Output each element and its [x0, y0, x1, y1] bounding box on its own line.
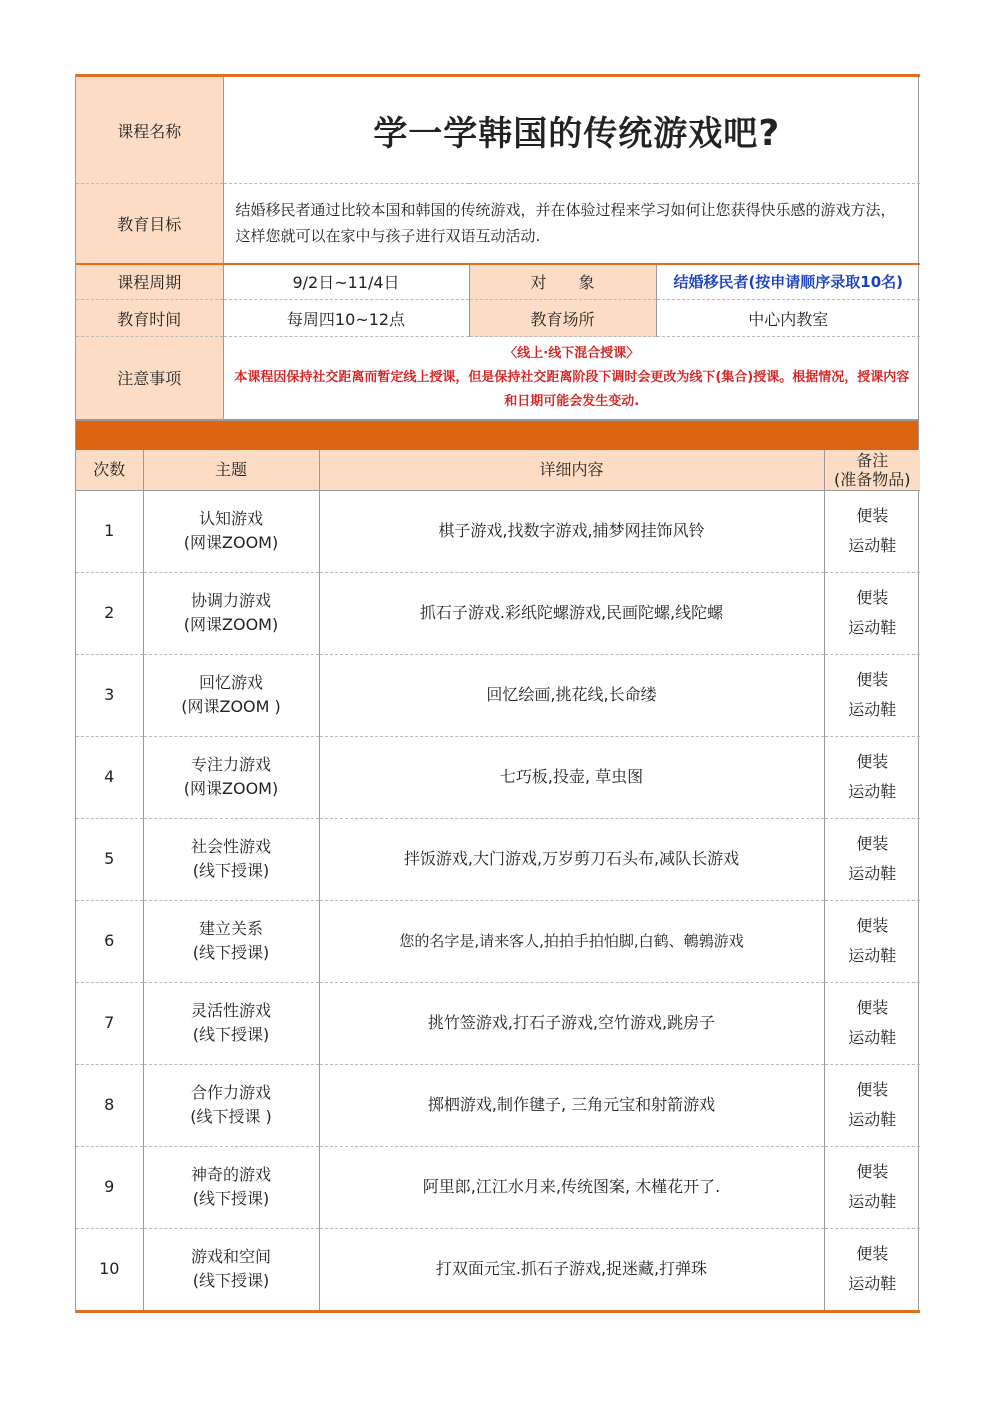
row-detail: 您的名字是,请来客人,拍拍手拍怕脚,白鹤、鵪鶉游戏: [319, 900, 824, 982]
row-note: [824, 1228, 920, 1311]
table-row: [76, 736, 920, 818]
row-topic-title: 认知游戏: [198, 509, 263, 528]
row-topic-title: 游戏和空间: [190, 1247, 271, 1266]
row-note-shoes: 运动鞋: [848, 536, 897, 555]
row-topic: [143, 1146, 319, 1228]
table-row: [76, 900, 920, 982]
period-label: 课程周期: [76, 264, 223, 300]
schedule-table: [76, 450, 920, 1313]
row-note-shoes: 运动鞋: [848, 1110, 897, 1129]
row-topic-title: 建立关系: [198, 919, 263, 938]
row-num: 5: [76, 818, 143, 900]
row-topic-mode: (线下授课): [192, 1271, 270, 1290]
row-note: [824, 900, 920, 982]
row-note-clothes: 便装: [856, 506, 889, 525]
place-value: 中心内教室: [656, 300, 920, 337]
course-title-text: 学一学韩国的传统游戏吧: [373, 113, 759, 154]
course-sheet: [75, 74, 919, 1313]
time-label: 教育时间: [76, 300, 223, 337]
row-detail: 掷柶游戏,制作毽子, 三角元宝和射箭游戏: [319, 1064, 824, 1146]
row-topic-mode: (线下授课): [192, 1189, 270, 1208]
row-note: [824, 490, 920, 572]
row-note: [824, 1064, 920, 1146]
schedule-header-row: [76, 450, 920, 491]
row-topic: [143, 490, 319, 572]
table-row: [76, 1146, 920, 1228]
notice-label: 注意事项: [76, 337, 223, 419]
row-topic: [143, 900, 319, 982]
goal-text: 结婚移民者通过比较本国和韩国的传统游戏，并在体验过程来学习如何让您获得快乐感的游戏方法，这样您就可以在家中与孩子进行双语互动活动.: [223, 184, 920, 264]
row-topic-title: 社会性游戏: [190, 837, 271, 856]
row-note-shoes: 运动鞋: [848, 618, 897, 637]
row-topic: [143, 736, 319, 818]
row-detail: 挑竹签游戏,打石子游戏,空竹游戏,跳房子: [319, 982, 824, 1064]
row-topic-mode: (线下授课 ): [190, 1107, 272, 1126]
row-note-shoes: 运动鞋: [848, 700, 897, 719]
course-title: [223, 76, 920, 184]
notice-text: [223, 337, 920, 419]
row-note-clothes: 便装: [856, 1162, 889, 1181]
row-detail: 拌饭游戏,大门游戏,万岁剪刀石头布,减队长游戏: [319, 818, 824, 900]
row-note-clothes: 便装: [856, 834, 889, 853]
row-detail: 阿里郎,江江水月来,传统图案, 木槿花开了.: [319, 1146, 824, 1228]
row-topic-title: 专注力游戏: [190, 755, 271, 774]
course-title-mark: ?: [758, 112, 781, 154]
row-topic-title: 灵活性游戏: [190, 1001, 271, 1020]
row-note-clothes: 便装: [856, 1244, 889, 1263]
row-topic: [143, 982, 319, 1064]
row-topic-title: 合作力游戏: [190, 1083, 271, 1102]
notice-line-detail: 本课程因保持社交距离而暂定线上授课，但是保持社交距离阶段下调时会更改为线下(集合)授课。根据情况，授课内容和日期可能会发生变动.: [234, 369, 910, 409]
row-note-clothes: 便装: [856, 752, 889, 771]
table-row: [76, 654, 920, 736]
row-note: [824, 572, 920, 654]
row-num: 10: [76, 1228, 143, 1311]
row-note-clothes: 便装: [856, 588, 889, 607]
header-note-line1: 备注: [856, 450, 889, 470]
table-row: [76, 490, 920, 572]
row-num: 2: [76, 572, 143, 654]
row-topic: [143, 654, 319, 736]
section-divider-bar: [76, 419, 918, 450]
row-topic-title: 协调力游戏: [190, 591, 271, 610]
row-note: [824, 654, 920, 736]
target-label: 对 象: [469, 264, 656, 300]
row-note: [824, 1146, 920, 1228]
table-row: [76, 1064, 920, 1146]
period-value: 9/2日~11/4日: [223, 264, 469, 300]
row-topic-mode: (网课ZOOM ): [181, 697, 281, 716]
table-row: [76, 1228, 920, 1311]
row-topic-title: 回忆游戏: [198, 673, 263, 692]
row-note: [824, 818, 920, 900]
row-num: 3: [76, 654, 143, 736]
row-topic-mode: (网课ZOOM): [183, 615, 279, 634]
row-note-shoes: 运动鞋: [848, 1274, 897, 1293]
row-note-shoes: 运动鞋: [848, 782, 897, 801]
row-topic-title: 神奇的游戏: [190, 1165, 271, 1184]
notice-line-mode: 〈线上·线下混合授课〉: [504, 345, 640, 361]
header-note: [824, 450, 920, 491]
row-topic-mode: (线下授课): [192, 1025, 270, 1044]
row-note-shoes: 运动鞋: [848, 864, 897, 883]
row-num: 7: [76, 982, 143, 1064]
row-note-shoes: 运动鞋: [848, 1192, 897, 1211]
row-topic: [143, 818, 319, 900]
row-note-clothes: 便装: [856, 670, 889, 689]
row-note-clothes: 便装: [856, 998, 889, 1017]
row-detail: 打双面元宝.抓石子游戏,捉迷藏,打弹珠: [319, 1228, 824, 1311]
row-num: 6: [76, 900, 143, 982]
header-num: 次数: [76, 450, 143, 491]
target-value: 结婚移民者(按申请顺序录取10名): [656, 264, 920, 300]
row-topic: [143, 572, 319, 654]
row-detail: 棋子游戏,找数字游戏,捕梦网挂饰风铃: [319, 490, 824, 572]
row-note: [824, 736, 920, 818]
row-topic-mode: (网课ZOOM): [183, 779, 279, 798]
row-note-clothes: 便装: [856, 916, 889, 935]
header-note-line2: (准备物品): [834, 469, 911, 489]
row-topic: [143, 1064, 319, 1146]
row-num: 4: [76, 736, 143, 818]
place-label: 教育场所: [469, 300, 656, 337]
table-row: [76, 818, 920, 900]
row-detail: 回忆绘画,挑花线,长命缕: [319, 654, 824, 736]
course-name-label: 课程名称: [76, 76, 223, 184]
header-topic: 主题: [143, 450, 319, 491]
row-note-clothes: 便装: [856, 1080, 889, 1099]
goal-label: 教育目标: [76, 184, 223, 264]
row-note-shoes: 运动鞋: [848, 946, 897, 965]
row-topic-mode: (线下授课): [192, 943, 270, 962]
row-note-shoes: 运动鞋: [848, 1028, 897, 1047]
course-info-table: [76, 74, 920, 419]
header-detail: 详细内容: [319, 450, 824, 491]
row-detail: 抓石子游戏.彩纸陀螺游戏,民画陀螺,线陀螺: [319, 572, 824, 654]
table-row: [76, 572, 920, 654]
info-block: [75, 74, 919, 1313]
row-topic-mode: (线下授课): [192, 861, 270, 880]
row-num: 8: [76, 1064, 143, 1146]
row-note: [824, 982, 920, 1064]
row-num: 9: [76, 1146, 143, 1228]
row-num: 1: [76, 490, 143, 572]
row-topic-mode: (网课ZOOM): [183, 533, 279, 552]
row-topic: [143, 1228, 319, 1311]
table-row: [76, 982, 920, 1064]
row-detail: 七巧板,投壶, 草虫图: [319, 736, 824, 818]
time-value: 每周四10~12点: [223, 300, 469, 337]
